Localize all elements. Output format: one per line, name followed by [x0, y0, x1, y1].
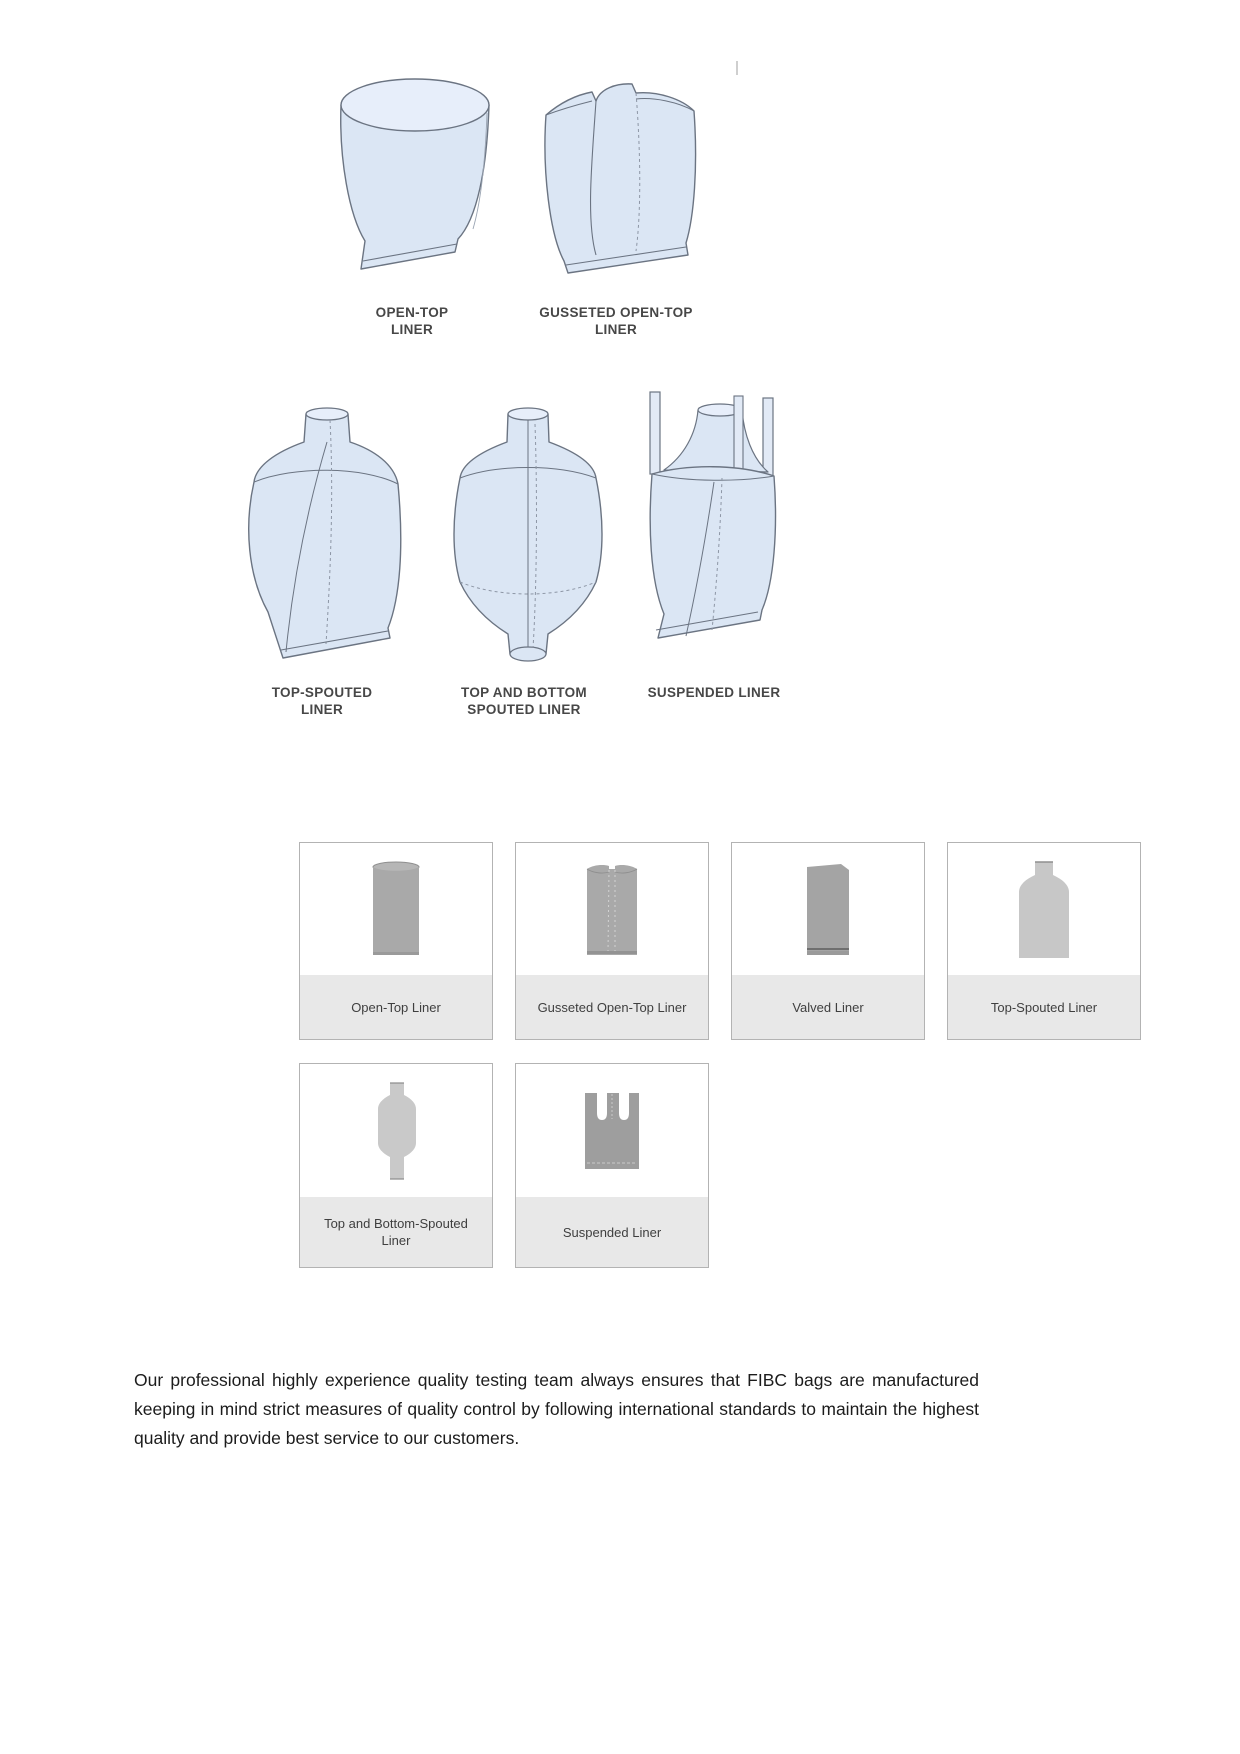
card-gusseted-open-top-liner	[515, 842, 709, 1040]
quality-paragraph: Our professional highly experience quality testing team always ensures that FIBC bags are manufactured keeping in mind strict measures of quality control by following international standards to maintain the highest quality and provide best service to our customers.	[134, 1369, 979, 1448]
card-caption	[516, 1197, 708, 1267]
card-top-spouted-liner	[947, 842, 1141, 1040]
open-top-liner-label	[376, 304, 449, 338]
card-caption	[516, 975, 708, 1039]
label-line: SPOUTED LINER	[467, 702, 581, 717]
label-line: LINER	[594, 322, 637, 337]
card-image	[516, 1064, 708, 1197]
open-top-liner-icon	[371, 861, 421, 957]
label-line: LINER	[390, 322, 433, 337]
card-open-top-liner	[299, 842, 493, 1040]
card-image	[516, 843, 708, 975]
open-top-liner-drawing	[337, 73, 493, 290]
card-caption-text: Gusseted Open-Top Liner	[537, 999, 687, 1015]
card-image	[300, 1064, 492, 1197]
suspended-liner-drawing	[648, 390, 780, 654]
valved-liner-icon	[805, 863, 851, 955]
label-line: GUSSETED OPEN-TOP	[539, 305, 693, 320]
card-valved-liner	[731, 842, 925, 1040]
label-line: TOP-SPOUTED	[271, 685, 373, 700]
label-line: SUSPENDED LINER	[647, 685, 781, 700]
gusseted-open-top-liner-label	[539, 304, 692, 338]
gusseted-open-top-liner-icon	[585, 861, 639, 957]
suspended-liner-label	[648, 684, 781, 701]
card-caption-text: Valved Liner	[792, 999, 864, 1015]
top-spouted-liner-icon	[1018, 860, 1070, 958]
card-caption	[300, 1197, 492, 1267]
card-caption-text: Open-Top Liner	[351, 999, 441, 1015]
card-caption	[948, 975, 1140, 1039]
card-image	[300, 843, 492, 975]
card-image	[948, 843, 1140, 975]
card-top-and-bottom-spouted-liner	[299, 1063, 493, 1268]
card-image	[732, 843, 924, 975]
top-and-bottom-spouted-liner-label	[461, 684, 587, 718]
label-line: OPEN-TOP	[375, 305, 449, 320]
card-caption-text: Top and Bottom-Spouted Liner	[324, 1216, 468, 1248]
card-caption	[300, 975, 492, 1039]
gusseted-open-top-liner-drawing	[540, 75, 700, 292]
top-and-bottom-spouted-liner-drawing	[450, 402, 606, 670]
top-spouted-liner-drawing	[242, 400, 407, 662]
label-line: TOP AND BOTTOM	[461, 685, 587, 700]
suspended-liner-icon	[583, 1091, 641, 1171]
card-caption	[732, 975, 924, 1039]
card-suspended-liner	[515, 1063, 709, 1268]
label-line: LINER	[301, 702, 343, 717]
card-caption-text: Suspended Liner	[562, 1224, 662, 1240]
card-caption-text: Top-Spouted Liner	[990, 999, 1098, 1015]
top-and-bottom-spouted-liner-icon	[376, 1081, 416, 1181]
stray-mark	[736, 61, 738, 75]
top-spouted-liner-label	[272, 684, 373, 718]
